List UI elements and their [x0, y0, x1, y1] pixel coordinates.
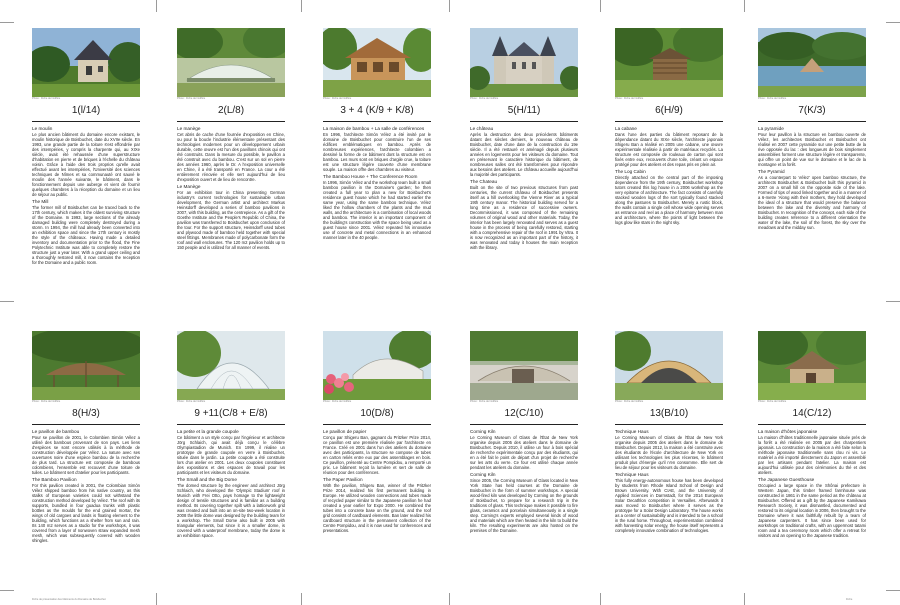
- building-panel: [758, 303, 866, 603]
- text-en: The domed structure by the engineer and architect Jörg Schlaich, who developed the 'Olympic Stadium' roof in Munich with Frei Otto, pays homage to the lightweight design of tensile structures and is familiar as a building method. Its covering together spilt with a latticework grid was created and built into an on-site two-week location in 2008 the little dome was designed by the building team for a workshop. The Small Dome also built in 2005 with triangular elements, but since it is a smaller dome, is covered with a waterproof membrane, today the dome is an exhibition space.: [177, 482, 285, 539]
- title-en: Corning Kiln: [470, 471, 496, 477]
- photo-caption: Photo : Fiche de l'édifice: [177, 400, 206, 403]
- text-en: For this pavilion created in 2001, the Colombian Simón Vélez shipped bamboo from his native country, as this stalks of European varieties could not withstand the construction method developed by Vélez. The roof with its supports, bundled in four guadua trunks with plastic bottles as the moulds for the end grained mortar, the wings of old cargoes and lands is floating element to the building, which functions as a shelter from sun and rain. Its 140 m2 serves as a studio for the workshops, it was covered from a layer of nonwoven straw expanded mesh mesh, which was subsequently covered with wooden shingles.: [32, 482, 140, 544]
- building-number: 3 + 4 (K/9 + K/8): [340, 105, 414, 116]
- divider: [32, 424, 140, 425]
- title-fr: La maison d'hôtes japonaise: [758, 429, 818, 434]
- title-fr: Le moulin: [32, 126, 53, 131]
- building-number: 7(K/3): [798, 105, 826, 116]
- text-fr: Le Corning Museum of Glass de l'État de New York organise depuis 2005 des ateliers dans le domaine de Boisbuchet. Depuis 2010, il utilise un four à bois spécial de recherche expérimentale conçu par des étudiants, qui en a été fait le point de départ d'un projet de recherche sur les arts du verre. Ce four est utilisé chaque année pendant les ateliers du domaine.: [470, 434, 578, 470]
- building-panel: [32, 303, 140, 603]
- photo-caption: Photo : Fiche de l'édifice: [615, 97, 644, 100]
- building-panel: [615, 0, 723, 300]
- divider: [758, 121, 866, 122]
- building-panel: [323, 0, 431, 300]
- divider: [177, 121, 285, 122]
- text-fr: Le Corning Museum of Glass de l'État de New York organise depuis 2005 des ateliers dans le domaine de Boisbuchet. Depuis 2012, la maison a été construite avec des étudiants de l'école d'architecture de New York en utilisant les technologies les plus récentes, le bâtiment produit plus d'énergie qu'il n'en consomme. Elle sert de lieu de séjour pour les visiteurs du domaine.: [615, 434, 723, 470]
- title-fr: La cabane: [615, 126, 637, 131]
- title-fr: Le pavillon de papier: [323, 429, 367, 434]
- text-en: As a counterpart to Vélez' open bamboo structure, the architects Boisbuchet & Boisbuchet built this pyramid in 2007 on a small hill on the opposite side of the lake. Formed of tips of wood linked together and in a manner of a 6-metre 'Along with their mothers, they hold developed the ideal of a structure that would preserve the balance between the lake and the diversity and harmony of Boisbuchet. In recognition of the concept, each side of the building creates reference to a different orientation the water of the lake, the soil of the forest, the sky over the meadows and the midday sun.: [758, 174, 866, 230]
- building-description: [323, 126, 431, 296]
- building-description: [758, 126, 866, 296]
- building-number: 8(H/3): [72, 408, 100, 419]
- building-panel: [615, 303, 723, 603]
- building-number: 10(D/8): [360, 408, 394, 419]
- title-fr: Le pavillon de bambou: [32, 429, 80, 434]
- title-en: Le Manège: [177, 184, 201, 190]
- building-number: 1(l/14): [71, 105, 101, 116]
- text-en: In 1996, Simón Vélez and the workshop team built a small bamboo pavilion in the Domaine's garden; he then created a full year to plan a new for Boisbuchet's residence guest house which he had started earlier the same year, using the same bamboo technique. Vélez liked the hollow chambers of the plants and the mud walls, and the architecture is a combination of local woods and bamboo. The interior is an important component of the building's construction with the space being used as a guest house since 2001. Vélez repeated his innovative use of concrete and metal connections in an enhanced manner later in the 40 people.: [323, 179, 431, 241]
- text-en: The former mill of Boisbuchet can be traced back to the 17th century, which makes it the oldest surviving structure of the Domaine. In 1993, large sections of the already damaged building were completely destroyed during a storm. In 1994, the mill had already been converted into an exhibition space and since the 17th century is mostly the style of the châteaux. Having made a detailed inventory and documentation prior to the flood, the Fine Polytechnic Institute was able to completely restore the structure just a year later. With a grand upper ceiling and a thoroughly restored mill, it now contains the reception for the Domaine and a public room.: [32, 204, 140, 266]
- divider: [758, 424, 866, 425]
- building-description: [177, 126, 285, 296]
- building-photo-bamboo-house: [323, 28, 431, 97]
- text-fr: Dans l'une des parties du bâtiment reposant de la dépendance datant du XIXe siècle, l'architecte japonais Shigeru Ban a réalisé en 2005 une cabane, une œuvre expérimentale réalisée à partir de matériaux recyclés. La structure est composée de rouleaux de carton qui sont fixés entre eux, recouverts d'une toile, créant un espace protégé pour des ateliers et des repas pris en plein air.: [615, 131, 723, 167]
- title-en: The Log Cabin: [615, 168, 646, 174]
- title-en: The Mill: [32, 199, 49, 205]
- building-photo-log-cabin: [615, 28, 723, 97]
- building-photo-paper-pavilion: [323, 331, 431, 400]
- panel-row-top: [0, 0, 900, 302]
- divider: [177, 424, 285, 425]
- building-description: [470, 126, 578, 296]
- building-photo-mill: [32, 28, 140, 97]
- photo-caption: Photo : Fiche de l'édifice: [32, 400, 61, 403]
- text-en: Built on the site of two previous structures from past centuries, the current château of Boisbuchet presents itself as a hill overlooking the Vienne River as a typical 19th century manor. The historical building served for a long time as a residence of successive owners. Decommissioned, it was composed of the remaining volumes of original wood and other materials. Today, the interior has been largely renovated and serves as a guest house in the process of being carefully restored, starting with a comprehensive repair of the roof in 1991 by Vitra. It is now recognized as an important part of the history, it was renovated and today it houses the main reception with the library.: [470, 184, 578, 251]
- photo-caption: Photo : Fiche de l'édifice: [470, 400, 499, 403]
- building-description: [177, 429, 285, 599]
- title-en: The Pyramid: [758, 168, 785, 174]
- photo-caption: Photo : Fiche de l'édifice: [758, 97, 787, 100]
- building-panel: [758, 0, 866, 300]
- divider: [615, 424, 723, 425]
- building-number: 9 +11(C/8 + E/8): [194, 408, 268, 419]
- text-en: With the pavilion, Shigeru Ban, winner of the Pritzker Prize 2014, realized his first permanent building in Europe. He utilized wooden connections and tubes made of recycled paper similar to the Japanese pavilion he had created a year earlier for Expo 2000. He combined the tubes into a concrete base on the ground, and the roof grid consists of cardboard elements. Ban later realized his cardboard structure in the permanent collection of the Centre Pompidou, and it is now used for conferences and presentations.: [323, 482, 431, 533]
- building-panel: [470, 0, 578, 300]
- building-panel: [177, 0, 285, 300]
- building-photo-japanese-guesthouse: [758, 331, 866, 400]
- title-fr: Le manège: [177, 126, 201, 131]
- photo-caption: Photo : Fiche de l'édifice: [323, 400, 352, 403]
- title-fr: La petite et la grande coupole: [177, 429, 239, 434]
- building-photo-domes: [177, 331, 285, 400]
- title-en: The Japanese Guesthouse: [758, 476, 815, 482]
- building-description: [32, 126, 140, 296]
- photo-caption: Photo : Fiche de l'édifice: [470, 97, 499, 100]
- photo-caption: Photo : Fiche de l'édifice: [32, 97, 61, 100]
- building-panel: [177, 303, 285, 603]
- text-en: This fully energy-autonomous house has been developed by students from Rhode Island School of Design and Brown University. With CIAE, and the University of Applied Sciences in Darmstadt, for the 2014 European Solar Decathlon competition in Versailles. Afterwards it was moved to Boisbuchet where it serves as the prototype for a Solar Design Laboratory. The house works as a center of sustainability and is intended to be a school in the rural home. Throughout, experimentation combined with harvesting solar energy, the house itself represents a completely innovative combination of technologies.: [615, 477, 723, 533]
- building-description: [758, 429, 866, 599]
- building-panel: [32, 0, 140, 300]
- photo-caption: Photo : Fiche de l'édifice: [758, 400, 787, 403]
- text-en: For an exhibition tour in China presenting German industry's current technologies for sustainable urban development, the German artist and architect Markus Heinsdorff developed a series of bamboo pavilions in 2007, with this building, as the centrepiece. As a gift of the Goethe Institute and the People's Republic of China, the pavilion was transferred to Boisbuchet upon conclusion of the tour. For the support structure, Heinsdorff used tubes and plywood made of bamboo held together with special steel fittings. Membranes made of polycarbonate form the roof and wall enclosures. The 120 m2 pavilion holds up to 150 people and is utilized for all manner of events.: [177, 189, 285, 251]
- text-fr: Ce bâtiment a un style conçu par l'ingénieur et architecte Jörg Schlaich, qui avait déjà conçu le célèbre Olympiastadion de Munich. En 1999, il réalise un prototype de grande coupole en verre à Boisbuchet, située dans le jardin. La petite coupole a été construite lors d'un atelier en 2001. Les deux coupoles constituent des expositions et des espaces de travail pour les participants et les visiteurs du domaine.: [177, 434, 285, 475]
- title-en: The Chateau: [470, 179, 498, 185]
- text-fr: Conçu par Shigeru Ban, gagnant du Pritzker Prize 2014, ce pavillon est une première réalisée par l'architecte en France. Créé en 2001 dans l'un des ateliers du domaine avec des participants, la structure se compose de tubes en carton reliés entre eux par des assemblages en bois. Ce pavillon, présenté au Centre Pompidou, a remporté un prix. Le bâtiment reçoit la lumière et sert de salle de réunion pour des conférences.: [323, 434, 431, 475]
- building-number: 6(H/9): [655, 105, 683, 116]
- text-en: Directly attached on the central part of the imposing dependence from the 19th century, Boisbuchet workshop tutors created this log house in a 2006 workshop as the very epitome of architecture. The fact consists of carefully stacked wooden logs of the sort typically found stacked along the pastures to Boisbuchet. Merely a rustic block, the walls contain a single cell whose wide opening serves as entrance and reel as a place of harmony between man and architecture, where the points of light between the logs glow like stars in the night sky.: [615, 174, 723, 225]
- building-description: [615, 429, 723, 599]
- building-panel: [470, 303, 578, 603]
- footer-mark: Fiche: [846, 598, 853, 601]
- building-photo-manege: [177, 28, 285, 97]
- building-description: [615, 126, 723, 296]
- building-description: [32, 429, 140, 599]
- title-en: The Bamboo House + The Conference Room: [323, 173, 418, 179]
- title-fr: Le château: [470, 126, 494, 131]
- divider: [615, 121, 723, 122]
- building-number: 13(B/10): [649, 408, 689, 419]
- text-fr: En 1996, l'architecte Simón Vélez a été invité par le domaine de Boisbuchet pour construire l'un de ses édifices emblématiques en bambou. Après de nombreuses expériences, l'architecte colombien a dessiné la forme de ce bâtiment dont la structure est en bambou. Les murs sont en briques d'argile crue, la toiture est une structure légère couverte d'une membrane souple. La maison offre des chambres au visiteur.: [323, 131, 431, 172]
- title-fr: Technique Haus: [615, 429, 649, 434]
- photo-caption: Photo : Fiche de l'édifice: [177, 97, 206, 100]
- title-en: The Small and the Big Dome: [177, 476, 237, 482]
- text-fr: Le plus ancien bâtiment du domaine encore existant, le moulin historique de Boisbuchet, date du XVIIe siècle. En 1993, une grande partie de la toiture s'est effondrée par des intempéries, y compris la charpente qui, au XIXe siècle, avait été rehaussée d'une superstructure d'habitation en pierre et de briques à l'échelle du château voisin. Grâce à l'aide des trois proprios qu'elle avait effectué avant les intempéries, l'Université des sciences techniques de Nîmes et sa communauté ont sauvé le moulin des l'année suivante, le bâtiment, dans le fonctionnement depuis une auberge et vient de fournir quelques chambres à la réception du domaine et un lieu de séjour au public.: [32, 131, 140, 198]
- divider: [323, 424, 431, 425]
- text-fr: La maison d'hôtes traditionnelle japonaise située près de la forêt a été réalisée en 2005 par des charpentiers japonais. La construction de la maison a été faite selon la méthode japonaise traditionnelle sans clou ni vis. Le matériel a été importé directement du Japon et assemblé par les artisans pendant l'atelier. La maison est aujourd'hui utilisée pour des cérémonies du thé et des ateliers.: [758, 434, 866, 475]
- building-number: 5(H/11): [507, 105, 541, 116]
- building-photo-bamboo-pavilion: [32, 331, 140, 400]
- building-number: 14(C/12): [792, 408, 832, 419]
- building-photo-chateau: [470, 28, 578, 97]
- text-fr: Cet abris de cache d'une fournée d'exposition en Chine, ou pour la boucle l'industrie élémentaire présentant des technologies modernes pour un développement urbain durable, cette œuvre est l'un des pavillons chinois qui ont été construits. Dans la mesure du possible, le pavillon a été construit avec du bambou. C'est sur un sol en pierre des années 1960, après le Dr. A l'exposition universelle en Chine, il a été transporté en France. La cour a été entièrement rénovée et elle sert aujourd'hui de lieu d'exposition ouvert et de lieu de rencontre.: [177, 131, 285, 183]
- divider: [470, 121, 578, 122]
- title-en: The Paper Pavilion: [323, 476, 363, 482]
- building-number: 2(L/8): [217, 105, 245, 116]
- panel-row-bottom: [0, 303, 900, 605]
- title-fr: La pyramide: [758, 126, 784, 131]
- divider: [470, 424, 578, 425]
- text-en: Since 2005, the Corning Museum of Glass located in New York State has held courses at the Domaine de Boisbuchet in the form of summer workshops. A special wood-fired kiln was developed by Corning on the grounds of Boisbuchet, to prepare for a research trip in the traditions of glass. This technique makes it possible to fire glass, ceramics and porcelain simultaneously in a single step. Corning's experts employed several kinds of wood and materials which are then heated in the kiln to build the kiln. The resulting experiments are also hosted on the premises of the Domaine.: [470, 477, 578, 533]
- title-fr: La maison de bambou + La salle de conférences: [323, 126, 425, 131]
- footer-text: Fiche de présentation des bâtiments du Domaine de Boisbuchet: [32, 598, 106, 601]
- title-fr: Corning Kiln: [470, 429, 496, 434]
- text-fr: Pour leur pavillon à la structure en bambou ouverte de Vélez, les architectes Boisbuchet et Boisbuchet ont réalisé en 2007 cette pyramide sur une petite butte de la rive opposée du lac : des longueurs de bois simplement assemblées forment une structure légère et transparente, qui offre un point de vue sur le domaine et le lac de la montagne et la forêt.: [758, 131, 866, 167]
- building-description: [470, 429, 578, 599]
- text-fr: Pour se pavillon de 2001, le Colombien Simón Vélez a utilisé des bambous provenant de son pays. Les liens d'espèces se sont encore utilisés à la méthode de construction développée par Vélez. La nature avec ses ouvertures noire d'une espèce bambou de la recherche de plus tard. La structure est composée de bambous colombiens, l'ensemble est recouvert d'une toiture de tuiles. Le bâtiment sert d'atelier pour les participants.: [32, 434, 140, 475]
- building-photo-corning-kiln: [470, 331, 578, 400]
- photo-caption: Photo : Fiche de l'édifice: [323, 97, 352, 100]
- building-description: [323, 429, 431, 599]
- divider: [323, 121, 431, 122]
- building-number: 12(C/10): [504, 408, 544, 419]
- building-photo-pyramid: [758, 28, 866, 97]
- photo-caption: Photo : Fiche de l'édifice: [615, 400, 644, 403]
- divider: [32, 121, 140, 122]
- title-en: The Bamboo Pavilion: [32, 476, 77, 482]
- text-en: Occupied a large space in the Shônai prefecture in Western Japan, this timber framed farmhouse was constructed in 1861 in the same period as the château at Boisbuchet. Offered as a gift by the Japanese Kamikawa Research Society, it was dismantled, documented and restored to its original location in 2006, then brought to the Domaine where it was faithfully rebuilt by a team of Japanese carpenters. It has since been used for workshops on traditional crafts, with an uppermost tatami room and a tea ceremony room which offer a retreat for visitors and an opening to the Japanese tradition.: [758, 482, 866, 539]
- text-fr: Après la destruction des deux précédents bâtiments datant des siècles derniers, le nouveau château de Boisbuchet, date d'une date de la construction du 19e siècle. Il a été restauré et aménagé depuis plusieurs années en logements pour les visiteurs du domaine. Tout en préservant le caractère historique du bâtiment, de nombreuses salles ont été transformées pour répondre aux besoins des ateliers. Le château accueille aujourd'hui la majorité des participants.: [470, 131, 578, 177]
- building-panel: [323, 303, 431, 603]
- building-photo-technique-haus: [615, 331, 723, 400]
- title-en: Technique Haus: [615, 471, 649, 477]
